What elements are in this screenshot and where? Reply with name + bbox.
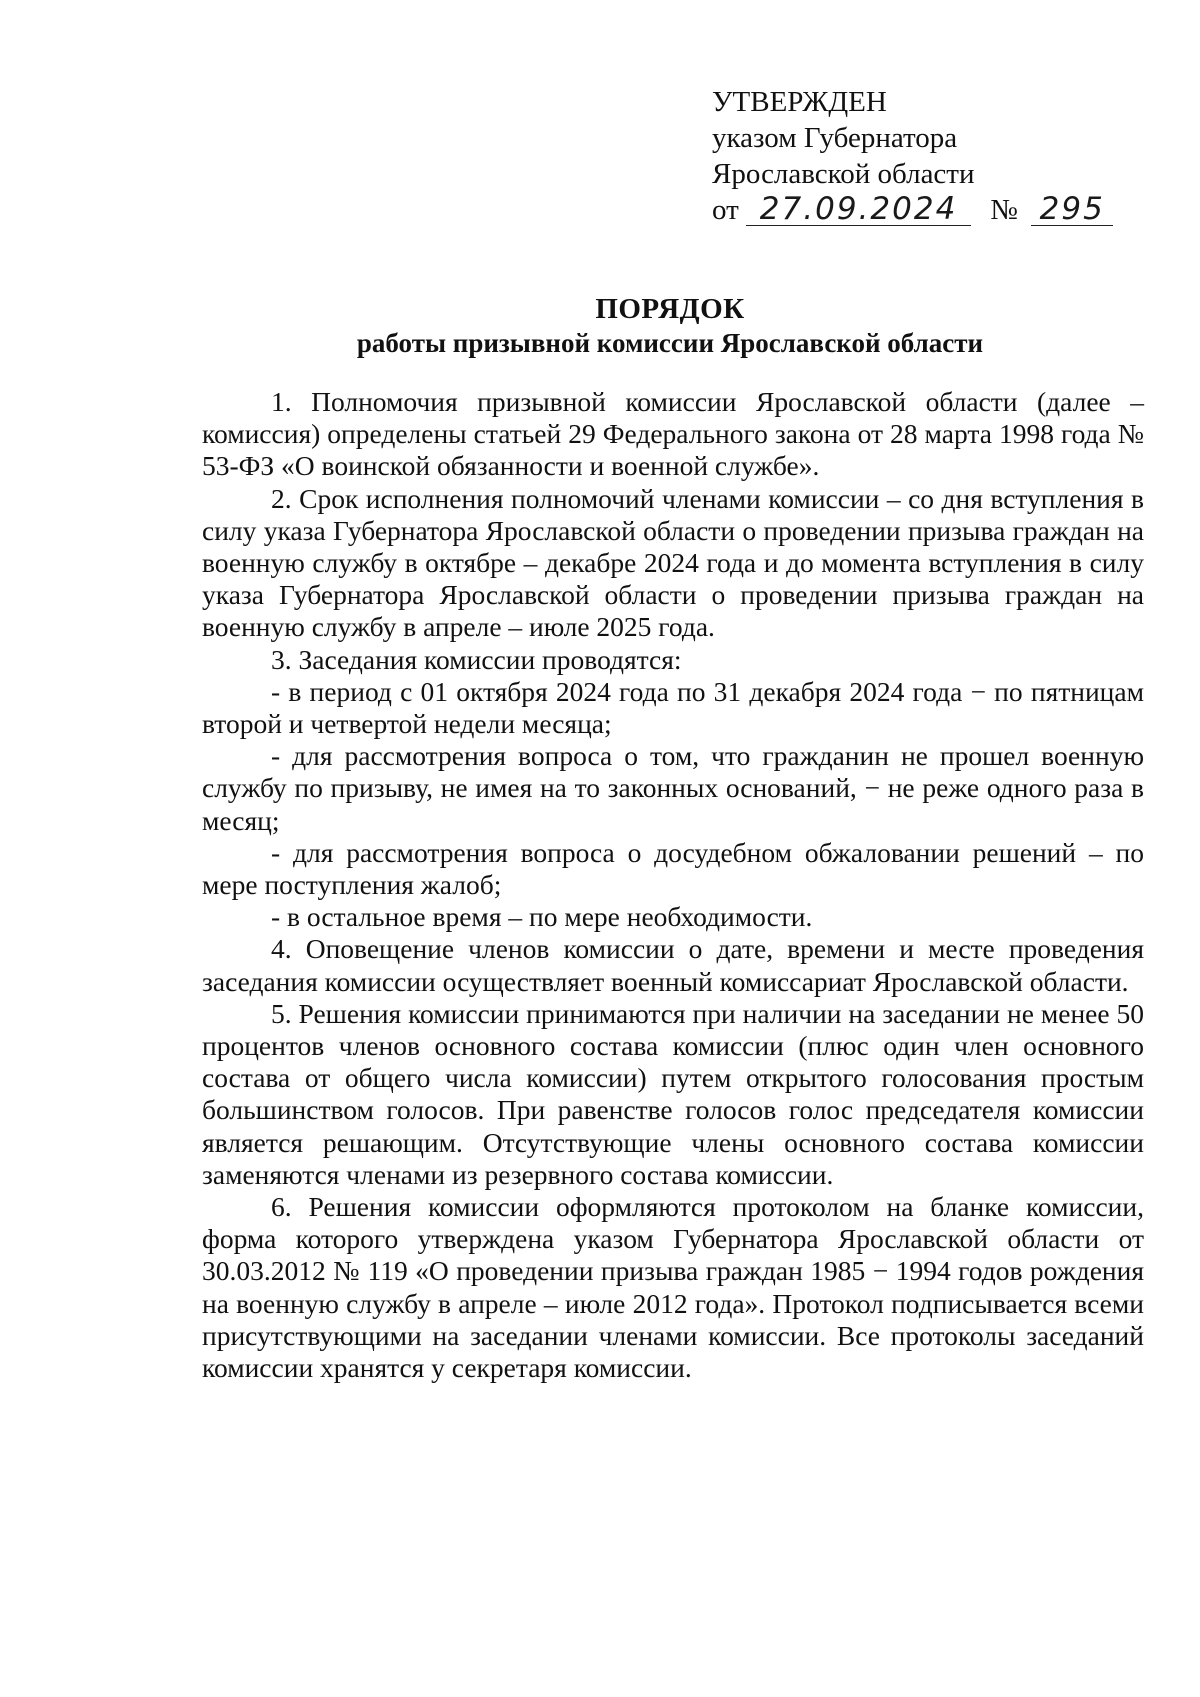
approval-decree: указом Губернатора xyxy=(712,122,958,154)
paragraph-5: 5. Решения комиссии принимаются при наличии на заседании не менее 50 процентов членов основного состава комиссии (плюс один член основного состава от общего числа комиссии) путем открытого голосования простым большинством голосов. При равенстве голосов голос председателя комиссии является решающим. Отсутствующие члены основного состава комиссии заменяются членами из резервного состава комиссии. xyxy=(202,997,1144,1190)
paragraph-2: 2. Срок исполнения полномочий членами комиссии – со дня вступления в силу указа Губернатора Ярославской области о проведении призыва граждан на военную службу в октябре – декабре 2024 года и до момента вступления в силу указа Губернатора Ярославской области о проведении призыва граждан на военную службу в апреле – июле 2025 года. xyxy=(202,482,1144,643)
list-item-evasion-review: - для рассмотрения вопроса о том, что гражданин не прошел военную службу по призыву, не имея на то законных оснований, − не реже одного раза в месяц; xyxy=(202,740,1144,836)
document-body xyxy=(202,386,1144,1384)
paragraph-3: 3. Заседания комиссии проводятся: xyxy=(271,643,682,675)
document-subtitle: работы призывной комиссии Ярославской области xyxy=(356,328,984,358)
date-prefix: от xyxy=(712,194,739,226)
number-field xyxy=(1031,191,1113,227)
document-title: ПОРЯДОК xyxy=(595,293,745,325)
paragraph-4: 4. Оповещение членов комиссии о дате, времени и месте проведения заседания комиссии осуществляет военный комиссариат Ярославской области. xyxy=(202,933,1144,997)
handwritten-date: 27.09.2024 xyxy=(759,191,958,227)
handwritten-number: 295 xyxy=(1039,191,1105,227)
list-item-appeals: - для рассмотрения вопроса о досудебном обжаловании решений – по мере поступления жалоб; xyxy=(202,836,1144,901)
approval-heading: УТВЕРЖДЕН xyxy=(712,86,887,118)
approval-date-line xyxy=(712,192,1132,228)
date-field xyxy=(746,191,971,227)
paragraph-1: 1. Полномочия призывной комиссии Ярославской области (далее – комиссия) определены статьей 29 Федерального закона от 28 марта 1998 года № 53-ФЗ «О воинской обязанности и военной службе». xyxy=(202,386,1144,482)
list-item-friday-meetings: - в период с 01 октября 2024 года по 31 декабря 2024 года − по пятницам второй и четвертой недели месяца; xyxy=(202,675,1144,740)
list-item-other-time: - в остальное время – по мере необходимости. xyxy=(271,901,813,933)
number-sign: № xyxy=(990,194,1018,226)
approval-stamp xyxy=(712,84,1132,228)
paragraph-6: 6. Решения комиссии оформляются протоколом на бланке комиссии, форма которого утверждена указом Губернатора Ярославской области от 30.03.2012 № 119 «О проведении призыва граждан 1985 − 1994 годов рождения на военную службу в апреле – июле 2012 года». Протокол подписывается всеми присутствующими на заседании членами комиссии. Все протоколы заседаний комиссии хранятся у секретаря комиссии. xyxy=(202,1191,1144,1384)
approval-region: Ярославской области xyxy=(712,158,975,190)
